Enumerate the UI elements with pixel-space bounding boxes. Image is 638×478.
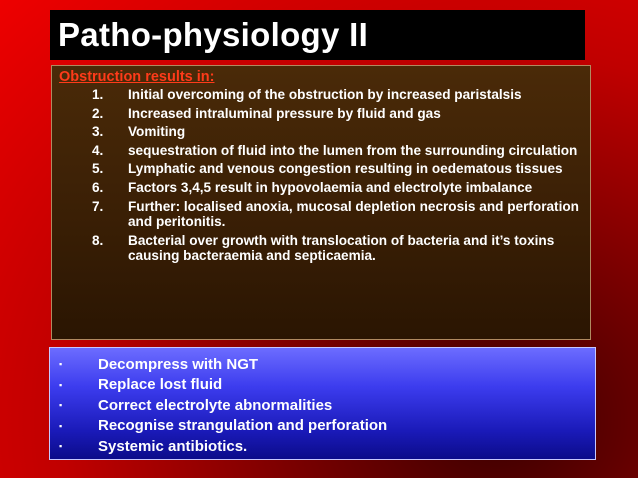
list-item — [59, 233, 582, 264]
square-bullet-icon: ▪ — [59, 420, 63, 431]
item-text: Lymphatic and venous congestion resulting in oedematous tissues — [128, 161, 563, 177]
list-item — [58, 375, 595, 396]
list-item — [59, 124, 582, 140]
title-bar — [50, 10, 585, 60]
obstruction-panel — [51, 65, 591, 340]
item-text: Initial overcoming of the obstruction by increased paristalsis — [128, 87, 522, 102]
list-item — [58, 395, 595, 416]
item-text: Vomiting — [128, 124, 186, 140]
square-bullet-icon: ▪ — [59, 441, 63, 452]
item-number: 7. — [92, 198, 104, 214]
slide-title: Patho-physiology II — [58, 16, 369, 53]
item-text: Increased intraluminal pressure by fluid and gas — [128, 105, 441, 121]
list-item — [59, 143, 582, 159]
list-item — [58, 416, 595, 437]
item-number: 2. — [92, 105, 104, 121]
obstruction-heading: Obstruction results in: — [59, 69, 215, 85]
square-bullet-icon: ▪ — [59, 359, 63, 370]
list-item — [59, 87, 582, 103]
item-text: Bacterial over growth with translocation of bacteria and it’s toxins causing bacteraemia and septicaemia. — [128, 232, 555, 264]
item-text: Replace lost fluid — [98, 376, 223, 394]
item-number: 3. — [92, 124, 104, 140]
square-bullet-icon: ▪ — [59, 400, 63, 411]
item-number: 8. — [92, 232, 104, 248]
list-item — [59, 180, 582, 196]
item-text: Systemic antibiotics. — [98, 437, 248, 455]
list-item — [59, 199, 582, 230]
management-panel — [49, 347, 596, 460]
item-number: 4. — [92, 142, 104, 158]
item-text: Recognise strangulation and perforation — [98, 417, 388, 435]
item-number: 1. — [92, 87, 104, 102]
item-text: Factors 3,4,5 result in hypovolaemia and electrolyte imbalance — [128, 179, 533, 195]
item-number: 6. — [92, 179, 104, 195]
list-item — [58, 354, 595, 375]
obstruction-list — [59, 87, 582, 264]
list-item — [59, 106, 582, 122]
list-item — [58, 436, 595, 457]
list-item — [59, 161, 582, 177]
item-text: Correct electrolyte abnormalities — [98, 396, 333, 414]
item-number: 5. — [92, 161, 104, 177]
item-text: Decompress with NGT — [98, 355, 259, 373]
item-text: Further: localised anoxia, mucosal depletion necrosis and perforation and peritonitis. — [128, 198, 579, 230]
item-text: sequestration of fluid into the lumen from the surrounding circulation — [128, 142, 578, 158]
square-bullet-icon: ▪ — [59, 379, 63, 390]
management-list — [58, 354, 595, 457]
